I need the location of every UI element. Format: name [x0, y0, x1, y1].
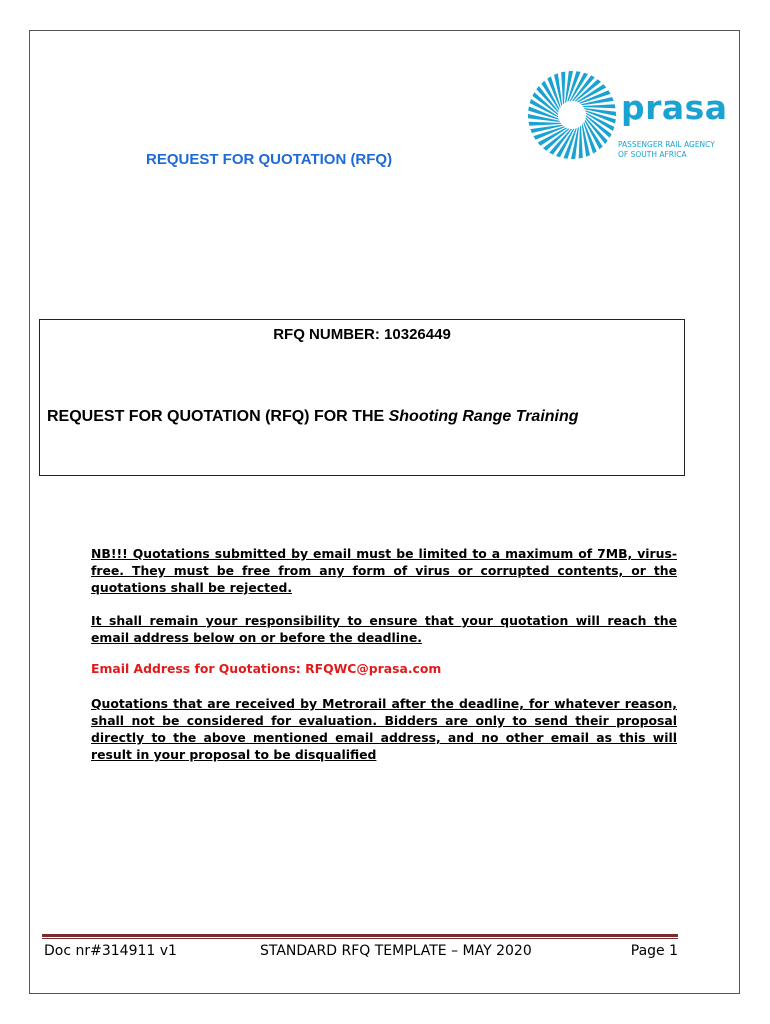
rfq-title [47, 408, 579, 426]
rfq-number: RFQ NUMBER: 10326449 [273, 326, 451, 343]
logo-wordmark: prasa [621, 88, 728, 127]
deadline-notice: Quotations that are received by Metrorail after the deadline, for whatever reason, shall not be considered for evaluation. Bidders are only to send their proposal directly to the above mentioned email address, and no other email as this will result in your proposal to be disqualified [91, 696, 677, 762]
size-limit-notice: NB!!! Quotations submitted by email must be limited to a maximum of 7MB, virus-free. They must be free from any form of virus or corrupted contents, or the quotations shall be rejected. [91, 546, 677, 595]
logo-ray [583, 104, 616, 108]
logo-ray [529, 122, 562, 126]
logo-ray [561, 72, 565, 105]
logo-subtitle-line1: PASSENGER RAIL AGENCY [618, 140, 715, 149]
responsibility-notice: It shall remain your responsibility to ensure that your quotation will reach the email address below on or before the deadline. [91, 613, 677, 645]
logo-subtitle-line2: OF SOUTH AFRICA [618, 150, 687, 159]
rfq-title-subject: Shooting Range Training [388, 408, 579, 425]
footer-rule-thin [42, 938, 678, 939]
footer-rule [42, 934, 678, 937]
prasa-emblem-icon [527, 65, 617, 165]
footer-page-number: Page 1 [630, 943, 678, 959]
logo-ray [579, 126, 583, 159]
rfq-title-prefix: REQUEST FOR QUOTATION (RFQ) FOR THE [47, 408, 389, 425]
document-title: REQUEST FOR QUOTATION (RFQ) [146, 151, 393, 168]
footer-template: STANDARD RFQ TEMPLATE – MAY 2020 [260, 943, 532, 959]
logo-subtitle [618, 140, 728, 160]
rfq-info-box [39, 319, 685, 476]
email-address-notice: Email Address for Quotations: RFQWC@prasa.com [91, 661, 442, 676]
footer-doc-number: Doc nr#314911 v1 [44, 943, 177, 959]
prasa-logo [527, 65, 727, 175]
